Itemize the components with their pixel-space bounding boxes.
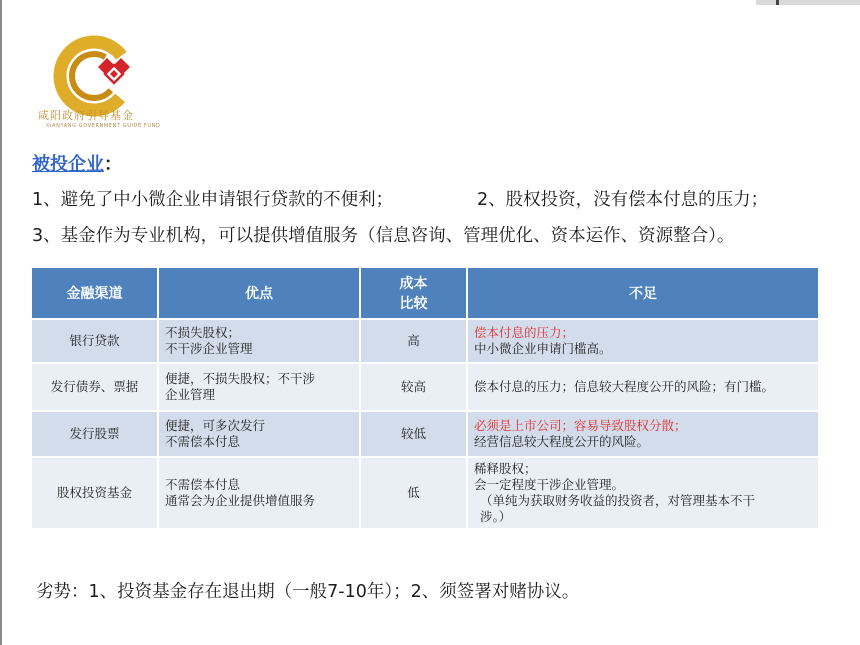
header-channel: 金融渠道 bbox=[32, 268, 157, 318]
benefit-line-1: 1、避免了中小微企业申请银行贷款的不便利； bbox=[32, 190, 394, 210]
channel-cell: 银行贷款 bbox=[32, 320, 157, 362]
comparison-table bbox=[30, 266, 820, 530]
window-scrollbar[interactable] bbox=[756, 0, 860, 5]
table-row bbox=[32, 458, 818, 528]
channel-cell: 股权投资基金 bbox=[32, 458, 157, 528]
benefit-line-1b: 2、股权投资，没有偿本付息的压力； bbox=[477, 190, 769, 210]
pros-line: 不需偿本付息 bbox=[165, 434, 241, 449]
header-pros: 优点 bbox=[159, 268, 359, 318]
cons-note: 涉。） bbox=[480, 509, 512, 524]
table-header-row bbox=[32, 268, 818, 318]
section-colon: ： bbox=[104, 154, 122, 175]
cost-cell: 低 bbox=[361, 458, 466, 528]
pros-cell bbox=[159, 458, 359, 528]
pros-line: 通常会为企业提供增值服务 bbox=[165, 493, 316, 508]
table-row bbox=[32, 320, 818, 362]
cons-cell bbox=[468, 412, 818, 456]
cons-note: （单纯为获取财务收益的投资者，对管理基本不干 bbox=[480, 493, 756, 508]
cons-line: 偿本付息的压力；信息较大程度公开的风险；有门槛。 bbox=[474, 379, 775, 394]
cons-cell bbox=[468, 458, 818, 528]
pros-cell bbox=[159, 412, 359, 456]
header-cost bbox=[361, 268, 466, 318]
pros-cell bbox=[159, 320, 359, 362]
channel-cell: 发行债券、票据 bbox=[32, 364, 157, 410]
header-cost-line-2: 比较 bbox=[399, 296, 428, 312]
pros-line: 不需偿本付息 bbox=[165, 477, 241, 492]
table-row bbox=[32, 412, 818, 456]
cons-cell bbox=[468, 320, 818, 362]
cost-cell: 较低 bbox=[361, 412, 466, 456]
logo-subtitle: XIANYANG GOVERNMENT GUIDE FUND bbox=[46, 123, 161, 129]
disadvantages-footer: 劣势：1、投资基金存在退出期（一般7-10年）；2、须签署对赌协议。 bbox=[36, 582, 580, 602]
pros-line: 不损失股权； bbox=[165, 325, 241, 340]
section-heading bbox=[32, 150, 122, 176]
channel-cell: 发行股票 bbox=[32, 412, 157, 456]
header-cons: 不足 bbox=[468, 268, 818, 318]
pros-line: 不干涉企业管理 bbox=[165, 341, 253, 356]
pros-line: 便捷，不损失股权；不干涉 bbox=[165, 371, 316, 386]
section-title-link[interactable]: 被投企业 bbox=[32, 154, 104, 175]
cons-line: 稀释股权； bbox=[474, 461, 537, 476]
page-left-border bbox=[0, 0, 2, 645]
table-row bbox=[32, 364, 818, 410]
pros-line: 企业管理 bbox=[165, 387, 216, 402]
cost-cell: 高 bbox=[361, 320, 466, 362]
cost-cell: 较高 bbox=[361, 364, 466, 410]
cons-highlight: 必须是上市公司；容易导致股权分散； bbox=[474, 418, 687, 433]
cons-highlight: 偿本付息的压力； bbox=[474, 325, 575, 340]
cons-line: 会一定程度干涉企业管理。 bbox=[474, 477, 625, 492]
scrollbar-thumb[interactable] bbox=[776, 0, 779, 5]
pros-line: 便捷，可多次发行 bbox=[165, 418, 266, 433]
header-cost-line-1: 成本 bbox=[399, 276, 428, 292]
cons-line: 经营信息较大程度公开的风险。 bbox=[474, 434, 650, 449]
benefit-line-2: 3、基金作为专业机构，可以提供增值服务（信息咨询、管理优化、资本运作、资源整合）。 bbox=[32, 226, 735, 246]
pros-cell bbox=[159, 364, 359, 410]
cons-line: 中小微企业申请门槛高。 bbox=[474, 341, 612, 356]
cons-cell bbox=[468, 364, 818, 410]
logo-name: 咸阳政府引导基金 bbox=[38, 109, 134, 122]
